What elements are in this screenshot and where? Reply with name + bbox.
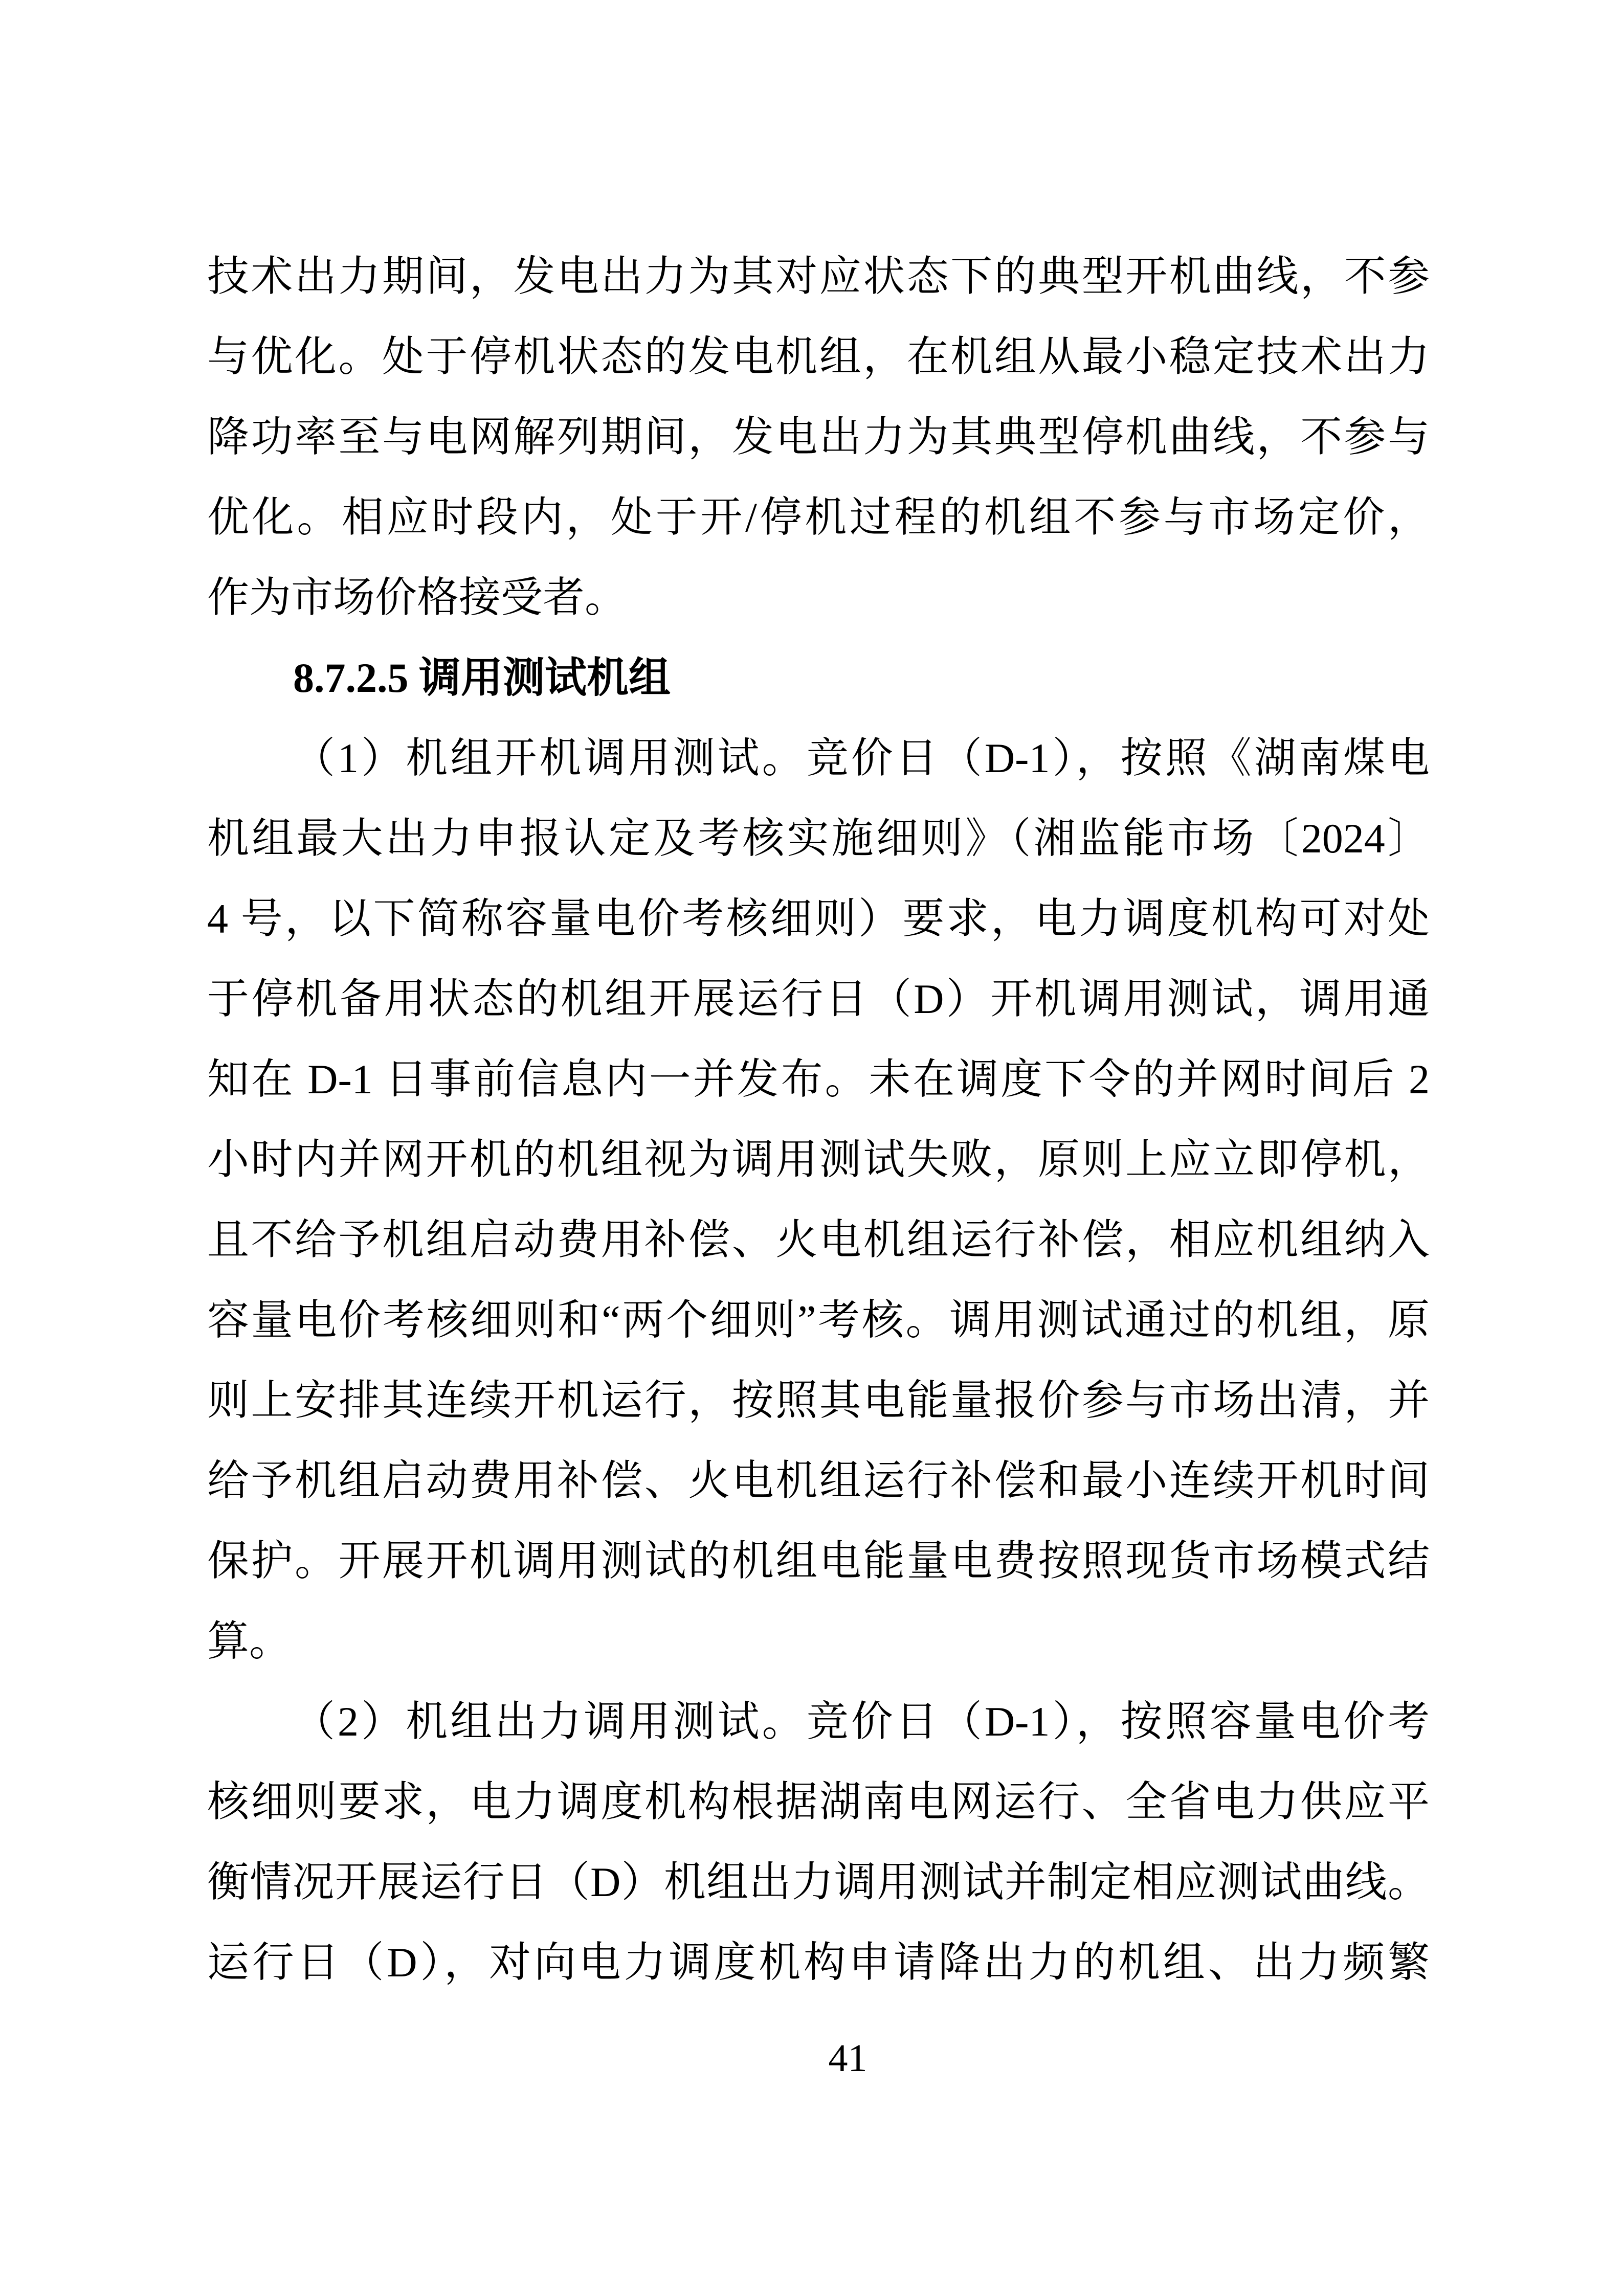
text-line: （2）机组出力调用测试。竞价日（D-1），按照容量电价考 [293, 1698, 1430, 1745]
text-line: 给予机组启动费用补偿、火电机组运行补偿和最小连续开机时间 [207, 1457, 1430, 1504]
text-line: 知在 D-1 日事前信息内一并发布。未在调度下令的并网时间后 2 [207, 1056, 1430, 1102]
text-line: 优化。相应时段内，处于开/停机过程的机组不参与市场定价， [207, 494, 1430, 541]
text-line: 运行日（D），对向电力调度机构申请降出力的机组、出力频繁 [207, 1939, 1430, 1986]
text-line: 作为市场价格接受者。 [207, 574, 627, 621]
text-line: 核细则要求，电力调度机构根据湖南电网运行、全省电力供应平 [207, 1779, 1430, 1825]
text-line: 保护。开展开机调用测试的机组电能量电费按照现货市场模式结 [207, 1538, 1430, 1584]
text-line: 小时内并网开机的机组视为调用测试失败，原则上应立即停机， [207, 1136, 1430, 1183]
section-heading: 8.7.2.5 调用测试机组 [293, 655, 671, 701]
text-line: 且不给予机组启动费用补偿、火电机组运行补偿，相应机组纳入 [207, 1217, 1430, 1263]
text-line: 于停机备用状态的机组开展运行日（D）开机调用测试，调用通 [207, 976, 1430, 1022]
text-line: 算。 [207, 1618, 292, 1664]
text-line: 容量电价考核细则和“两个细则”考核。调用测试通过的机组，原 [207, 1297, 1430, 1343]
document-body [207, 236, 1430, 2002]
page-number: 41 [828, 2037, 867, 2080]
text-line: 衡情况开展运行日（D）机组出力调用测试并制定相应测试曲线。 [207, 1859, 1430, 1905]
text-line: 与优化。处于停机状态的发电机组，在机组从最小稳定技术出力 [207, 333, 1430, 380]
text-line: 技术出力期间，发电出力为其对应状态下的典型开机曲线，不参 [207, 253, 1430, 300]
text-line: 则上安排其连续开机运行，按照其电能量报价参与市场出清，并 [207, 1377, 1430, 1424]
text-line: 降功率至与电网解列期间，发电出力为其典型停机曲线，不参与 [207, 414, 1430, 460]
text-line: （1）机组开机调用测试。竞价日（D-1），按照《湖南煤电 [293, 735, 1430, 781]
text-line: 4 号，以下简称容量电价考核细则）要求，电力调度机构可对处 [207, 895, 1430, 942]
text-line: 机组最大出力申报认定及考核实施细则》（湘监能市场〔2024〕 [207, 815, 1430, 862]
